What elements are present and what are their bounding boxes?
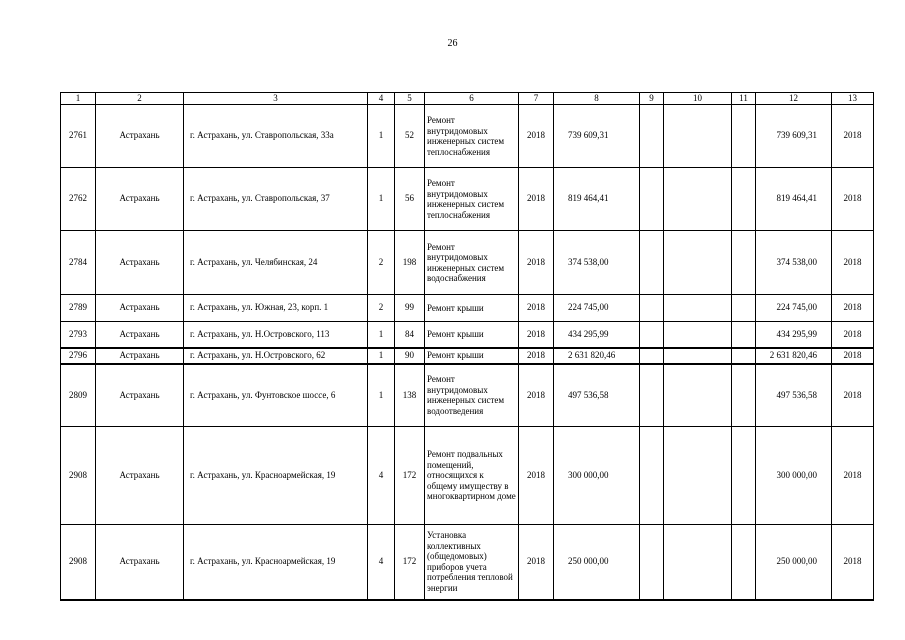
col4-cell: 2 <box>368 295 395 322</box>
col9-cell <box>640 295 664 322</box>
year-cell: 2018 <box>519 348 554 364</box>
table-row <box>61 364 874 427</box>
total-cost-cell: 434 295,99 <box>554 322 640 348</box>
col5-cell: 198 <box>395 231 425 295</box>
table-row <box>61 322 874 348</box>
col10-cell <box>664 322 732 348</box>
work-type-cell: Ремонт подвальных помещений, относящихся к общему имуществу в многоквартирном доме <box>425 427 519 525</box>
col5-cell: 52 <box>395 105 425 168</box>
col12-cell: 819 464,41 <box>756 168 832 231</box>
city-cell: Астрахань <box>96 525 184 600</box>
row-number: 2809 <box>61 364 96 427</box>
address-cell: г. Астрахань, ул. Н.Островского, 62 <box>184 348 368 364</box>
address-cell: г. Астрахань, ул. Красноармейская, 19 <box>184 525 368 600</box>
col11-cell <box>732 348 756 364</box>
total-cost-cell: 300 000,00 <box>554 427 640 525</box>
table-row <box>61 348 874 364</box>
col4-cell: 1 <box>368 348 395 364</box>
total-cost-cell: 250 000,00 <box>554 525 640 600</box>
col11-cell <box>732 427 756 525</box>
column-header: 4 <box>368 93 395 105</box>
col13-cell: 2018 <box>832 364 874 427</box>
year-cell: 2018 <box>519 231 554 295</box>
col5-cell: 84 <box>395 322 425 348</box>
address-cell: г. Астрахань, ул. Н.Островского, 113 <box>184 322 368 348</box>
address-cell: г. Астрахань, ул. Фунтовское шоссе, 6 <box>184 364 368 427</box>
address-cell: г. Астрахань, ул. Челябинская, 24 <box>184 231 368 295</box>
total-cost-cell: 497 536,58 <box>554 364 640 427</box>
table-row <box>61 295 874 322</box>
row-number: 2796 <box>61 348 96 364</box>
year-cell: 2018 <box>519 105 554 168</box>
work-type-cell: Ремонт внутридомовых инженерных систем теплоснабжения <box>425 168 519 231</box>
col11-cell <box>732 525 756 600</box>
col13-cell: 2018 <box>832 168 874 231</box>
column-header: 11 <box>732 93 756 105</box>
column-number-row <box>61 93 874 105</box>
city-cell: Астрахань <box>96 348 184 364</box>
col9-cell <box>640 427 664 525</box>
table-row <box>61 105 874 168</box>
address-cell: г. Астрахань, ул. Южная, 23, корп. 1 <box>184 295 368 322</box>
col9-cell <box>640 348 664 364</box>
col4-cell: 4 <box>368 427 395 525</box>
work-type-cell: Ремонт крыши <box>425 322 519 348</box>
col12-cell: 250 000,00 <box>756 525 832 600</box>
total-cost-cell: 224 745,00 <box>554 295 640 322</box>
col12-cell: 300 000,00 <box>756 427 832 525</box>
col5-cell: 90 <box>395 348 425 364</box>
col11-cell <box>732 105 756 168</box>
total-cost-cell: 739 609,31 <box>554 105 640 168</box>
column-header: 5 <box>395 93 425 105</box>
col5-cell: 56 <box>395 168 425 231</box>
col11-cell <box>732 364 756 427</box>
col4-cell: 1 <box>368 105 395 168</box>
col13-cell: 2018 <box>832 525 874 600</box>
col9-cell <box>640 168 664 231</box>
total-cost-cell: 374 538,00 <box>554 231 640 295</box>
col5-cell: 99 <box>395 295 425 322</box>
column-header: 1 <box>61 93 96 105</box>
work-type-cell: Ремонт крыши <box>425 295 519 322</box>
year-cell: 2018 <box>519 295 554 322</box>
col4-cell: 1 <box>368 168 395 231</box>
col10-cell <box>664 168 732 231</box>
col4-cell: 1 <box>368 322 395 348</box>
col9-cell <box>640 105 664 168</box>
address-cell: г. Астрахань, ул. Ставропольская, 37 <box>184 168 368 231</box>
city-cell: Астрахань <box>96 364 184 427</box>
address-cell: г. Астрахань, ул. Красноармейская, 19 <box>184 427 368 525</box>
col13-cell: 2018 <box>832 348 874 364</box>
row-number: 2784 <box>61 231 96 295</box>
work-type-cell: Ремонт внутридомовых инженерных систем водоснабжения <box>425 231 519 295</box>
year-cell: 2018 <box>519 168 554 231</box>
column-header: 12 <box>756 93 832 105</box>
col9-cell <box>640 364 664 427</box>
col10-cell <box>664 427 732 525</box>
work-type-cell: Ремонт крыши <box>425 348 519 364</box>
col13-cell: 2018 <box>832 427 874 525</box>
column-header: 8 <box>554 93 640 105</box>
col13-cell: 2018 <box>832 295 874 322</box>
col13-cell: 2018 <box>832 231 874 295</box>
row-number: 2762 <box>61 168 96 231</box>
column-header: 7 <box>519 93 554 105</box>
column-header: 9 <box>640 93 664 105</box>
col9-cell <box>640 231 664 295</box>
col9-cell <box>640 322 664 348</box>
col5-cell: 138 <box>395 364 425 427</box>
col10-cell <box>664 348 732 364</box>
col5-cell: 172 <box>395 427 425 525</box>
registry-table <box>60 92 874 601</box>
col12-cell: 434 295,99 <box>756 322 832 348</box>
col10-cell <box>664 231 732 295</box>
col4-cell: 1 <box>368 364 395 427</box>
col11-cell <box>732 322 756 348</box>
column-header: 3 <box>184 93 368 105</box>
col11-cell <box>732 231 756 295</box>
col9-cell <box>640 525 664 600</box>
year-cell: 2018 <box>519 525 554 600</box>
table-row <box>61 231 874 295</box>
page-number: 26 <box>447 38 458 49</box>
col10-cell <box>664 364 732 427</box>
year-cell: 2018 <box>519 427 554 525</box>
col12-cell: 2 631 820,46 <box>756 348 832 364</box>
work-type-cell: Ремонт внутридомовых инженерных систем теплоснабжения <box>425 105 519 168</box>
table-row <box>61 427 874 525</box>
city-cell: Астрахань <box>96 231 184 295</box>
city-cell: Астрахань <box>96 168 184 231</box>
col5-cell: 172 <box>395 525 425 600</box>
row-number: 2793 <box>61 322 96 348</box>
work-type-cell: Установка коллективных (общедомовых) приборов учета потребления тепловой энергии <box>425 525 519 600</box>
column-header: 13 <box>832 93 874 105</box>
year-cell: 2018 <box>519 364 554 427</box>
col10-cell <box>664 105 732 168</box>
row-number: 2789 <box>61 295 96 322</box>
col10-cell <box>664 525 732 600</box>
col11-cell <box>732 168 756 231</box>
total-cost-cell: 2 631 820,46 <box>554 348 640 364</box>
city-cell: Астрахань <box>96 427 184 525</box>
column-header: 2 <box>96 93 184 105</box>
table-row <box>61 168 874 231</box>
col4-cell: 2 <box>368 231 395 295</box>
col12-cell: 739 609,31 <box>756 105 832 168</box>
row-number: 2761 <box>61 105 96 168</box>
column-header: 10 <box>664 93 732 105</box>
table-row <box>61 525 874 600</box>
work-type-cell: Ремонт внутридомовых инженерных систем водоотведения <box>425 364 519 427</box>
city-cell: Астрахань <box>96 295 184 322</box>
col12-cell: 224 745,00 <box>756 295 832 322</box>
total-cost-cell: 819 464,41 <box>554 168 640 231</box>
col11-cell <box>732 295 756 322</box>
city-cell: Астрахань <box>96 105 184 168</box>
col13-cell: 2018 <box>832 105 874 168</box>
address-cell: г. Астрахань, ул. Ставропольская, 33а <box>184 105 368 168</box>
col4-cell: 4 <box>368 525 395 600</box>
col13-cell: 2018 <box>832 322 874 348</box>
column-header: 6 <box>425 93 519 105</box>
col12-cell: 374 538,00 <box>756 231 832 295</box>
year-cell: 2018 <box>519 322 554 348</box>
city-cell: Астрахань <box>96 322 184 348</box>
col10-cell <box>664 295 732 322</box>
col12-cell: 497 536,58 <box>756 364 832 427</box>
row-number: 2908 <box>61 525 96 600</box>
row-number: 2908 <box>61 427 96 525</box>
